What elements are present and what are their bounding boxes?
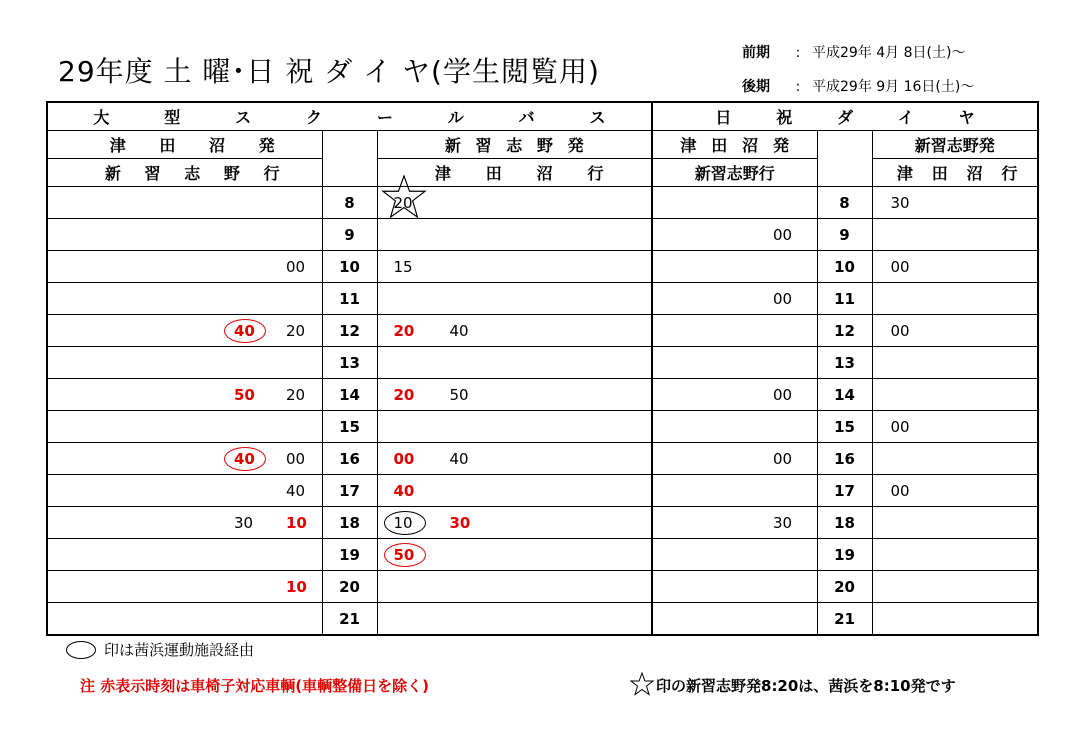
header-char: 大 [93,108,110,127]
table-row [47,315,1038,347]
header-char: 行 [587,164,604,183]
table-row [47,219,1038,251]
hour-cell: 15 [817,411,872,443]
departure-time: 00 [286,449,306,468]
header-char: ダ [836,108,853,127]
hour-cell: 13 [322,347,377,379]
table-row [47,443,1038,475]
hour-cell: 17 [322,475,377,507]
header-char: ー [376,108,393,127]
hour-cell: 14 [817,379,872,411]
oval-marker-icon [384,543,426,567]
header-char: 田 [931,164,948,183]
header-left-to [47,159,322,187]
period-first-date: 平成29年 4月 8日(土)～ [812,45,966,61]
time-cell [377,507,652,539]
hour-cell: 19 [817,539,872,571]
header-mid-from [377,131,652,159]
header-char: 発 [773,136,790,155]
departure-time: 10 [286,577,307,596]
oval-note: 印は茜浜運動施設経由 [104,641,255,659]
hour-cell: 13 [817,347,872,379]
header-char: ス [235,108,252,127]
time-cell [652,475,817,507]
period-first: 前期 : 平成29年 4月 8日(土)～ [742,42,965,62]
time-cell [377,347,652,379]
table-row [47,187,1038,219]
hour-cell: 16 [817,443,872,475]
time-cell [652,603,817,636]
time-cell [872,219,1038,251]
oval-marker-icon [224,447,266,471]
time-cell [377,571,652,603]
header-char: 習 [144,164,161,183]
time-cell [652,443,817,475]
time-cell [47,411,322,443]
header-char: イ [897,108,914,127]
time-cell [377,475,652,507]
time-cell [872,603,1038,636]
header-hol-from [652,131,817,159]
time-cell [377,411,652,443]
hour-cell: 17 [817,475,872,507]
header-char: 新 [444,136,461,155]
departure-time: 00 [773,225,793,244]
header-char: 行 [263,164,280,183]
time-cell [47,251,322,283]
time-cell [377,187,652,219]
time-cell [652,187,817,219]
hour-cell: 14 [322,379,377,411]
time-cell [652,251,817,283]
departure-time: 00 [890,257,910,276]
table-row [47,603,1038,636]
header-char: ス [589,108,606,127]
table-row [47,539,1038,571]
hour-cell: 10 [817,251,872,283]
header-left-from [47,131,322,159]
period-second: 後期 : 平成29年 9月 16日(土)～ [742,76,974,96]
star-legend-icon [630,672,654,696]
header-char: 野 [223,164,240,183]
time-cell [47,507,322,539]
departure-time: 40 [234,449,255,468]
hour-cell: 20 [817,571,872,603]
time-cell [47,603,322,636]
table-row [47,571,1038,603]
time-cell [47,539,322,571]
hour-cell: 11 [817,283,872,315]
departure-time: 15 [393,257,413,276]
hour-cell: 12 [322,315,377,347]
departure-time: 50 [234,385,255,404]
header-char: 沼 [536,164,553,183]
header-char: 型 [164,108,181,127]
time-cell [652,379,817,411]
time-cell [47,571,322,603]
time-cell [47,315,322,347]
time-cell [377,539,652,571]
header-char: 津 [434,164,451,183]
time-cell [872,379,1038,411]
header-char: 習 [475,136,492,155]
time-cell [47,475,322,507]
hour-cell: 21 [322,603,377,636]
header-char: 田 [485,164,502,183]
time-cell [872,283,1038,315]
departure-time: 20 [393,321,415,340]
header-char: ヤ [958,108,975,127]
header-char: ク [306,108,323,127]
departure-time: 00 [286,257,306,276]
departure-time: 00 [773,449,793,468]
header-char: 志 [184,164,201,183]
page-title: 29年度 土 曜･日 祝 ダ イ ヤ(学生閲覧用) [58,55,600,88]
table-row [47,507,1038,539]
departure-time: 20 [393,193,413,212]
table-row [47,379,1038,411]
star-marker-icon [380,174,428,220]
departure-time: 00 [773,385,793,404]
header-char: 田 [711,136,728,155]
departure-time: 30 [890,193,910,212]
header-char: 沼 [742,136,759,155]
departure-time: 40 [234,321,255,340]
hour-cell: 12 [817,315,872,347]
time-cell [872,187,1038,219]
header-char: 発 [567,136,584,155]
time-cell [377,443,652,475]
time-cell [377,379,652,411]
time-cell [652,283,817,315]
table-row [47,283,1038,315]
hour-cell: 21 [817,603,872,636]
header-char: 発 [258,136,275,155]
hour-cell: 19 [322,539,377,571]
hour-cell: 9 [817,219,872,251]
departure-time: 30 [449,513,471,532]
section-school-bus [47,102,652,131]
hour-cell: 8 [322,187,377,219]
period-second-date: 平成29年 9月 16日(土)～ [812,79,975,95]
hour-cell: 9 [322,219,377,251]
hour-cell: 18 [322,507,377,539]
header-char: 日 [715,108,732,127]
hour-cell: 11 [322,283,377,315]
header-char: 津 [680,136,697,155]
header-char: 志 [506,136,523,155]
time-cell [47,379,322,411]
header-hol-to: 新習志野行 [652,159,817,187]
time-cell [872,347,1038,379]
departure-time: 20 [393,385,415,404]
time-cell [377,283,652,315]
hour-cell: 15 [322,411,377,443]
oval-legend-icon [66,641,96,659]
departure-time: 00 [890,417,910,436]
departure-time: 20 [286,385,306,404]
time-cell [652,347,817,379]
time-cell [652,219,817,251]
departure-time: 40 [393,481,415,500]
time-cell [652,571,817,603]
time-cell [652,507,817,539]
hour-cell: 16 [322,443,377,475]
header-char: 野 [536,136,553,155]
departure-time: 10 [393,513,413,532]
time-cell [872,571,1038,603]
header-hol-to2 [872,159,1038,187]
time-cell [377,251,652,283]
departure-time: 30 [773,513,793,532]
header-char: ル [447,108,464,127]
departure-time: 00 [393,449,415,468]
time-cell [652,539,817,571]
table-row [47,347,1038,379]
header-hol-from2: 新習志野発 [872,131,1038,159]
time-cell [47,283,322,315]
time-cell [652,315,817,347]
time-cell [872,443,1038,475]
header-char: 行 [1001,164,1018,183]
time-cell [47,187,322,219]
time-cell [47,219,322,251]
departure-time: 50 [449,385,469,404]
header-hour-left [322,131,377,187]
departure-time: 40 [286,481,306,500]
section-holiday [652,102,1038,131]
hour-cell: 20 [322,571,377,603]
time-cell [377,219,652,251]
oval-marker-icon [384,511,426,535]
time-cell [872,507,1038,539]
departure-time: 00 [773,289,793,308]
time-cell [47,347,322,379]
departure-time: 20 [286,321,306,340]
oval-marker-icon [224,319,266,343]
time-cell [872,251,1038,283]
departure-time: 10 [286,513,307,532]
header-char: 津 [109,136,126,155]
header-hour-right [817,131,872,187]
hour-cell: 10 [322,251,377,283]
time-cell [652,411,817,443]
departure-time: 30 [234,513,254,532]
table-row [47,411,1038,443]
departure-time: 40 [449,321,469,340]
period-first-label: 前期 [742,45,770,61]
time-cell [872,315,1038,347]
star-note: 印の新習志野発8:20は、茜浜を8:10発です [656,677,956,695]
time-cell [47,443,322,475]
table-row [47,251,1038,283]
timetable [46,101,1039,636]
header-char: 沼 [966,164,983,183]
time-cell [872,411,1038,443]
time-cell [872,539,1038,571]
header-char: 沼 [209,136,226,155]
red-note: 注 赤表示時刻は車椅子対応車輌(車輌整備日を除く) [80,677,429,695]
header-char: 田 [159,136,176,155]
header-char: 津 [896,164,913,183]
time-cell [377,315,652,347]
header-char: 新 [104,164,121,183]
time-cell [872,475,1038,507]
hour-cell: 8 [817,187,872,219]
departure-time: 50 [393,545,415,564]
header-char: バ [518,108,535,127]
departure-time: 00 [890,321,910,340]
period-second-label: 後期 [742,79,770,95]
departure-time: 40 [449,449,469,468]
departure-time: 00 [890,481,910,500]
header-char: 祝 [776,108,793,127]
hour-cell: 18 [817,507,872,539]
table-row [47,475,1038,507]
time-cell [377,603,652,636]
